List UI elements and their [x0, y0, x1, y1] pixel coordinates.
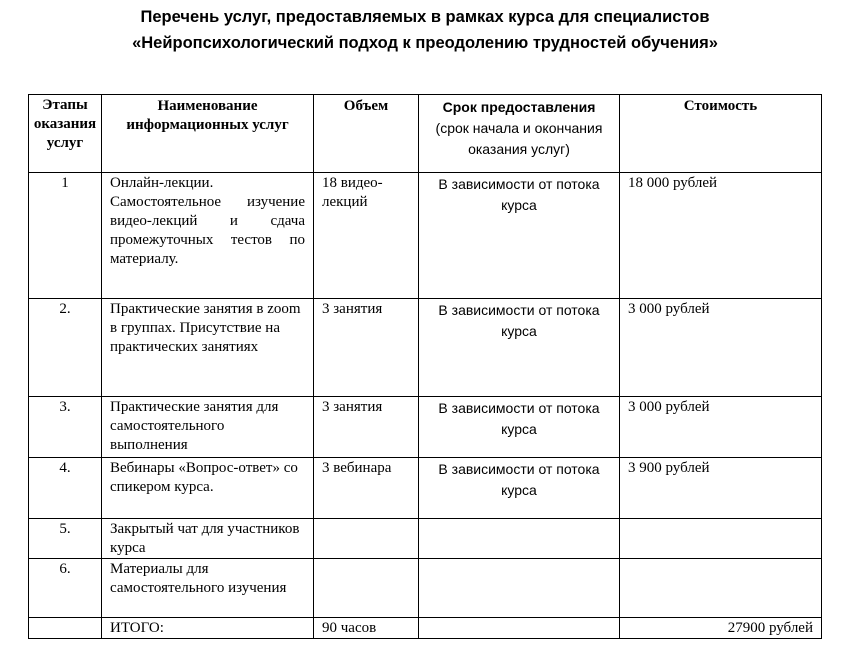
row-volume [314, 559, 419, 618]
header-term-note: (срок начала и окончания оказания услуг) [435, 120, 603, 157]
total-stage [29, 618, 102, 639]
row-cost [620, 559, 822, 618]
table-row [29, 519, 822, 559]
row-term: В зависимости от потока курса [419, 397, 620, 458]
total-volume: 90 часов [314, 618, 419, 639]
header-stage: Этапы оказания услуг [29, 95, 102, 173]
row-cost: 3 900 рублей [620, 458, 822, 519]
header-term-title: Срок предоставления [442, 99, 596, 115]
row-term: В зависимости от потока курса [419, 458, 620, 519]
document-title [0, 4, 850, 56]
row-cost [620, 519, 822, 559]
total-label: ИТОГО: [102, 618, 314, 639]
header-name: Наименование информационных услуг [102, 95, 314, 173]
row-volume: 3 вебинара [314, 458, 419, 519]
table-header-row [29, 95, 822, 173]
table-row [29, 397, 822, 458]
row-name: Материалы для самостоятельного изучения [102, 559, 314, 618]
header-volume: Объем [314, 95, 419, 173]
row-volume: 3 занятия [314, 299, 419, 397]
row-volume [314, 519, 419, 559]
row-term [419, 559, 620, 618]
row-stage: 2. [29, 299, 102, 397]
row-stage: 5. [29, 519, 102, 559]
row-stage: 1 [29, 173, 102, 299]
row-term [419, 519, 620, 559]
table-row [29, 458, 822, 519]
row-name: Практические занятия в zoom в группах. Присутствие на практических занятиях [102, 299, 314, 397]
services-table [28, 94, 822, 639]
row-term: В зависимости от потока курса [419, 173, 620, 299]
row-volume: 18 видео-лекций [314, 173, 419, 299]
row-term: В зависимости от потока курса [419, 299, 620, 397]
row-stage: 6. [29, 559, 102, 618]
total-term [419, 618, 620, 639]
row-stage: 4. [29, 458, 102, 519]
row-name: Вебинары «Вопрос-ответ» со спикером курса. [102, 458, 314, 519]
row-cost: 3 000 рублей [620, 397, 822, 458]
row-cost: 18 000 рублей [620, 173, 822, 299]
header-term [419, 95, 620, 173]
table-row [29, 559, 822, 618]
title-line-1: Перечень услуг, предоставляемых в рамках курса для специалистов [140, 8, 710, 26]
total-row [29, 618, 822, 639]
header-cost: Стоимость [620, 95, 822, 173]
row-name: Практические занятия для самостоятельного выполнения [102, 397, 314, 458]
table-row [29, 173, 822, 299]
row-volume: 3 занятия [314, 397, 419, 458]
row-stage: 3. [29, 397, 102, 458]
row-cost: 3 000 рублей [620, 299, 822, 397]
table-row [29, 299, 822, 397]
row-name: Закрытый чат для участников курса [102, 519, 314, 559]
row-name: Онлайн-лекции. Самостоятельное изучение видео-лекций и сдача промежуточных тестов по материалу. [102, 173, 314, 299]
total-cost: 27900 рублей [620, 618, 822, 639]
title-line-2: «Нейропсихологический подход к преодолению трудностей обучения» [132, 34, 718, 52]
